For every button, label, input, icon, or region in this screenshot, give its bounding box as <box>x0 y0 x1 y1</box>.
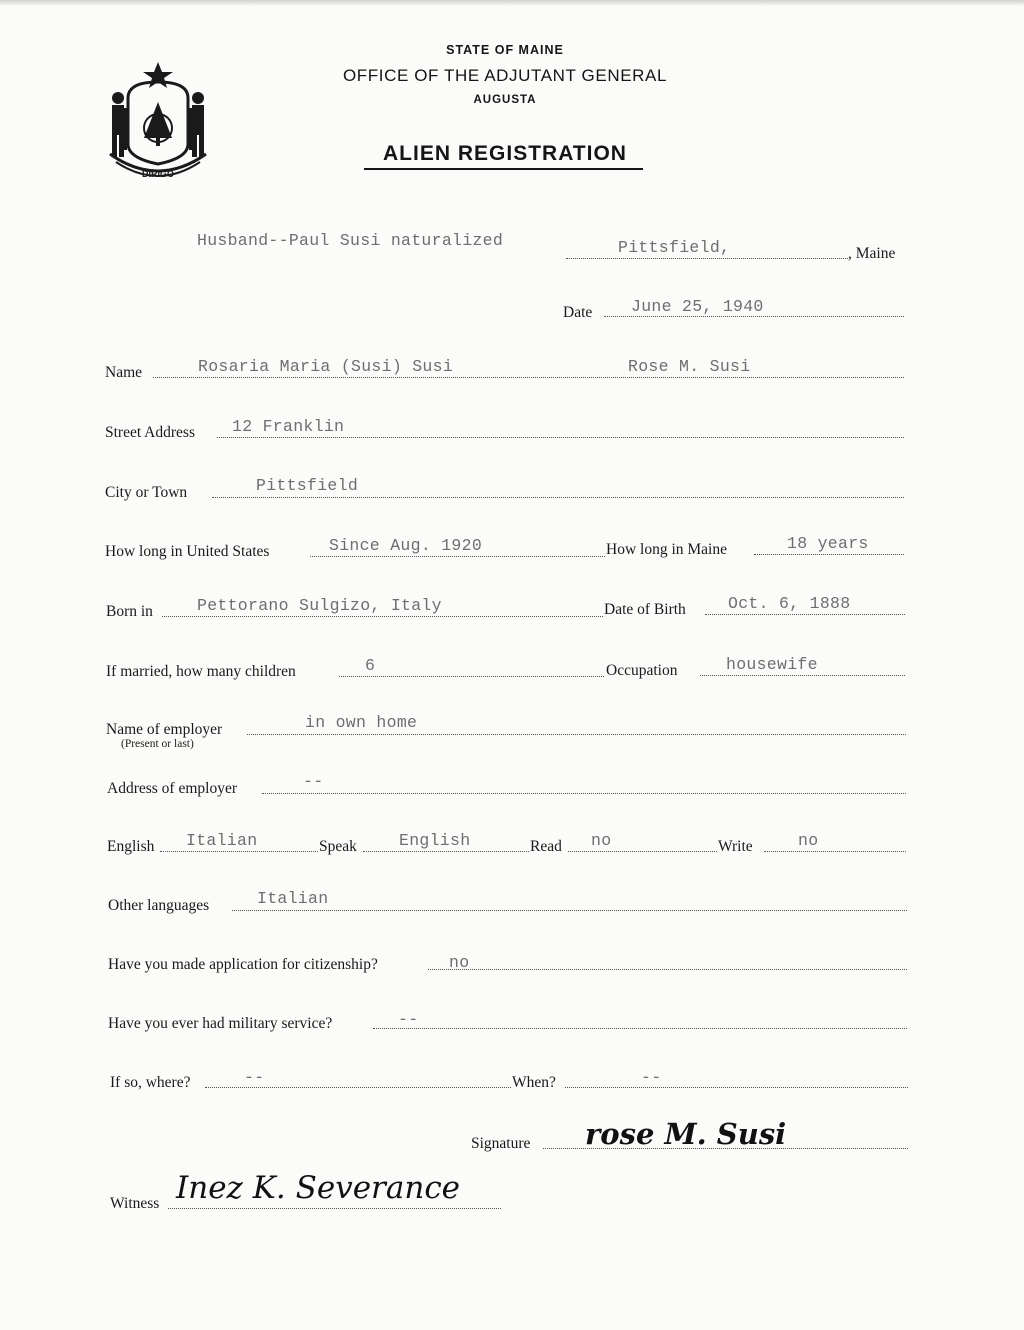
date-value: June 25, 1940 <box>631 297 764 316</box>
english-line <box>160 851 318 852</box>
where-label: If so, where? <box>110 1074 191 1091</box>
other-languages-label: Other languages <box>108 897 210 914</box>
when-label: When? <box>512 1074 556 1091</box>
svg-text:DIRIGO: DIRIGO <box>141 169 175 179</box>
where-line <box>205 1087 511 1088</box>
born-in-line <box>162 616 603 617</box>
town-line <box>566 258 848 259</box>
signature-value: rose M. Susi <box>585 1117 787 1151</box>
maine-duration-value: 18 years <box>787 534 869 553</box>
town-value: Pittsfield, <box>618 238 731 257</box>
children-value: 6 <box>365 656 376 675</box>
born-in-value: Pettorano Sulgizo, Italy <box>197 596 442 615</box>
employer-label: Name of employer <box>106 721 223 738</box>
city-value: Pittsfield <box>256 476 359 495</box>
header-office: OFFICE OF THE ADJUTANT GENERAL <box>342 66 668 85</box>
employer-line <box>247 734 906 735</box>
husband-note: Husband--Paul Susi naturalized <box>197 231 504 250</box>
signature-label: Signature <box>471 1135 531 1152</box>
read-line <box>568 851 717 852</box>
state-label: , Maine <box>848 245 896 262</box>
street-label: Street Address <box>105 424 195 441</box>
write-label: Write <box>718 838 753 855</box>
name-value: Rosaria Maria (Susi) Susi <box>198 357 454 376</box>
maine-duration-line <box>754 554 904 555</box>
witness-value: Inez K. Severance <box>176 1170 461 1206</box>
occupation-value: housewife <box>726 655 818 674</box>
employer-address-value: -- <box>303 772 324 791</box>
form-title: ALIEN REGISTRATION <box>383 142 627 165</box>
scan-edge <box>0 0 1024 6</box>
name-alias: Rose M. Susi <box>628 357 751 376</box>
city-line <box>212 497 904 498</box>
speak-value: English <box>399 831 471 850</box>
dob-line <box>705 614 905 615</box>
read-value: no <box>591 831 612 850</box>
city-label: City or Town <box>105 484 188 501</box>
english-value: Italian <box>186 831 258 850</box>
dob-label: Date of Birth <box>604 601 686 618</box>
citizenship-line <box>428 969 907 970</box>
other-languages-value: Italian <box>257 889 329 908</box>
military-value: -- <box>398 1010 419 1029</box>
children-line <box>339 676 604 677</box>
employer-value: in own home <box>305 713 418 732</box>
military-label: Have you ever had military service? <box>108 1015 333 1032</box>
header-state: STATE OF MAINE <box>446 43 564 57</box>
street-line <box>217 437 904 438</box>
date-label: Date <box>563 304 593 321</box>
when-line <box>565 1087 908 1088</box>
occupation-label: Occupation <box>606 662 678 679</box>
title-underline <box>364 168 643 170</box>
witness-line <box>168 1208 501 1209</box>
us-duration-label: How long in United States <box>105 543 270 560</box>
other-languages-line <box>232 910 907 911</box>
write-line <box>764 851 906 852</box>
name-label: Name <box>105 364 143 381</box>
employer-address-label: Address of employer <box>107 780 237 797</box>
citizenship-value: no <box>449 953 470 972</box>
name-line <box>153 377 904 378</box>
where-value: -- <box>244 1068 265 1087</box>
born-in-label: Born in <box>106 603 153 620</box>
read-label: Read <box>530 838 562 855</box>
speak-label: Speak <box>319 838 357 855</box>
street-value: 12 Franklin <box>232 417 345 436</box>
employer-address-line <box>262 793 906 794</box>
maine-duration-label: How long in Maine <box>606 541 727 558</box>
us-duration-line <box>310 556 605 557</box>
occupation-line <box>700 675 905 676</box>
english-label: English <box>107 838 155 855</box>
witness-label: Witness <box>110 1195 160 1212</box>
us-duration-value: Since Aug. 1920 <box>329 536 483 555</box>
when-value: -- <box>641 1068 662 1087</box>
write-value: no <box>798 831 819 850</box>
children-label: If married, how many children <box>106 663 296 680</box>
citizenship-label: Have you made application for citizenship? <box>108 956 378 973</box>
speak-line <box>363 851 529 852</box>
dob-value: Oct. 6, 1888 <box>728 594 851 613</box>
header-city: AUGUSTA <box>473 94 537 106</box>
employer-sublabel: (Present or last) <box>121 738 194 750</box>
military-line <box>373 1028 907 1029</box>
date-line <box>604 316 904 317</box>
